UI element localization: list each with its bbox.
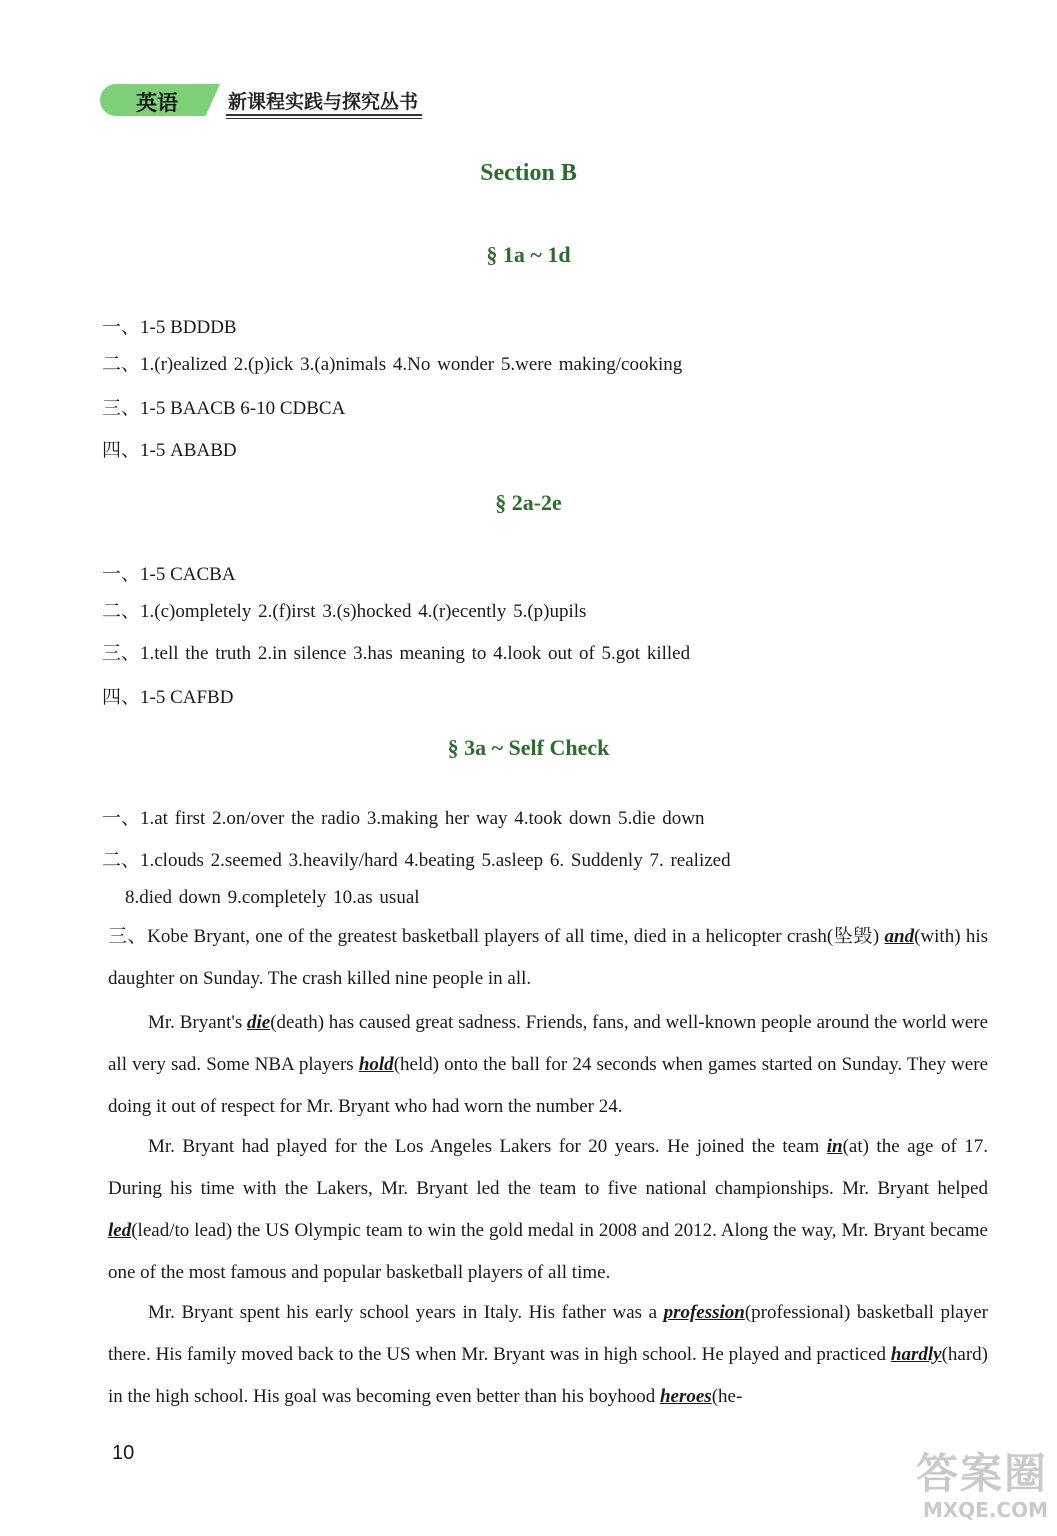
answer-line: 一、1-5 BDDDB bbox=[102, 317, 237, 338]
passage-paragraph-4 bbox=[108, 1292, 988, 1418]
header-rule-thin bbox=[226, 118, 422, 119]
site-watermark bbox=[848, 1450, 1048, 1530]
answer-word: die bbox=[247, 1012, 271, 1033]
watermark-url: MXQE.COM bbox=[922, 1498, 1048, 1522]
passage-text: Mr. Bryant's bbox=[148, 1012, 247, 1033]
series-title: 新课程实践与探究丛书 bbox=[228, 91, 419, 113]
passage-paragraph-2 bbox=[108, 1002, 988, 1128]
passage-text: (held) onto the ball for 24 seconds when games started on Sunday. They were doing it out of respect for Mr. Bryant who had worn the number 24. bbox=[108, 1054, 988, 1117]
answer-line: 二、1.(c)ompletely 2.(f)irst 3.(s)hocked 4.(r)ecently 5.(p)upils bbox=[102, 601, 587, 622]
answer-line: 三、1-5 BAACB 6-10 CDBCA bbox=[102, 398, 346, 419]
answer-word: and bbox=[884, 926, 915, 947]
passage-text: (at) the age of 17. During his time with the Lakers, Mr. Bryant led the team to five national championships. Mr. Bryant helped bbox=[108, 1136, 988, 1199]
answer-line: 二、1.(r)ealized 2.(p)ick 3.(a)nimals 4.No wonder 5.were making/cooking bbox=[102, 354, 683, 375]
answer-word: profession bbox=[663, 1302, 745, 1323]
passage-paragraph-1 bbox=[108, 916, 988, 1000]
answer-word: heroes bbox=[659, 1386, 712, 1407]
answer-line: 8.died down 9.completely 10.as usual bbox=[125, 887, 420, 908]
answer-line: 三、1.tell the truth 2.in silence 3.has meaning to 4.look out of 5.got killed bbox=[102, 643, 691, 664]
passage-text: 三、Kobe Bryant, one of the greatest basketball players of all time, died in a helicopter crash(坠毁) bbox=[108, 926, 885, 947]
passage-text: Mr. Bryant had played for the Los Angeles Lakers for 20 years. He joined the team bbox=[148, 1136, 827, 1157]
answer-word: led bbox=[108, 1220, 132, 1241]
header-rule bbox=[226, 114, 422, 116]
subsection-title-2a-2e: § 2a-2e bbox=[495, 490, 562, 515]
passage-text: (with) his daughter on Sunday. The crash killed nine people in all. bbox=[108, 926, 988, 989]
answer-word: hardly bbox=[890, 1344, 942, 1365]
subject-label: 英语 bbox=[136, 91, 178, 115]
answer-word: in bbox=[826, 1136, 843, 1157]
watermark-logo-text: 答案圈 bbox=[915, 1449, 1048, 1498]
passage-text: (he- bbox=[711, 1386, 743, 1407]
subsection-title-3a-self-check: § 3a ~ Self Check bbox=[447, 735, 610, 760]
passage-paragraph-3 bbox=[108, 1126, 988, 1294]
subsection-title-1a-1d: § 1a ~ 1d bbox=[486, 242, 571, 267]
passage-text: (death) has caused great sadness. Friends, fans, and well-known people around the world were all very sad. Some NBA players bbox=[108, 1012, 989, 1075]
passage-text: (lead/to lead) the US Olympic team to win the gold medal in 2008 and 2012. Along the way, Mr. Bryant became one of the most famous and popular basketball players of all time. bbox=[108, 1220, 988, 1283]
answer-line: 四、1-5 CAFBD bbox=[102, 687, 234, 708]
passage-text: (professional) basketball player there. His family moved back to the US when Mr. Bryant was in high school. He played and practiced bbox=[108, 1302, 988, 1365]
page-number: 10 bbox=[112, 1442, 135, 1464]
passage-text: Mr. Bryant spent his early school years in Italy. His father was a bbox=[148, 1302, 664, 1323]
passage-text: (hard) in the high school. His goal was becoming even better than his boyhood bbox=[108, 1344, 988, 1407]
answer-line: 一、1-5 CACBA bbox=[102, 564, 236, 585]
answer-line: 四、1-5 ABABD bbox=[102, 440, 237, 461]
answer-line: 一、1.at first 2.on/over the radio 3.making her way 4.took down 5.die down bbox=[102, 808, 705, 829]
book-header bbox=[100, 84, 430, 124]
section-title: Section B bbox=[480, 160, 577, 186]
answer-word: hold bbox=[358, 1054, 394, 1075]
answer-line: 二、1.clouds 2.seemed 3.heavily/hard 4.beating 5.asleep 6. Suddenly 7. realized bbox=[102, 850, 731, 871]
